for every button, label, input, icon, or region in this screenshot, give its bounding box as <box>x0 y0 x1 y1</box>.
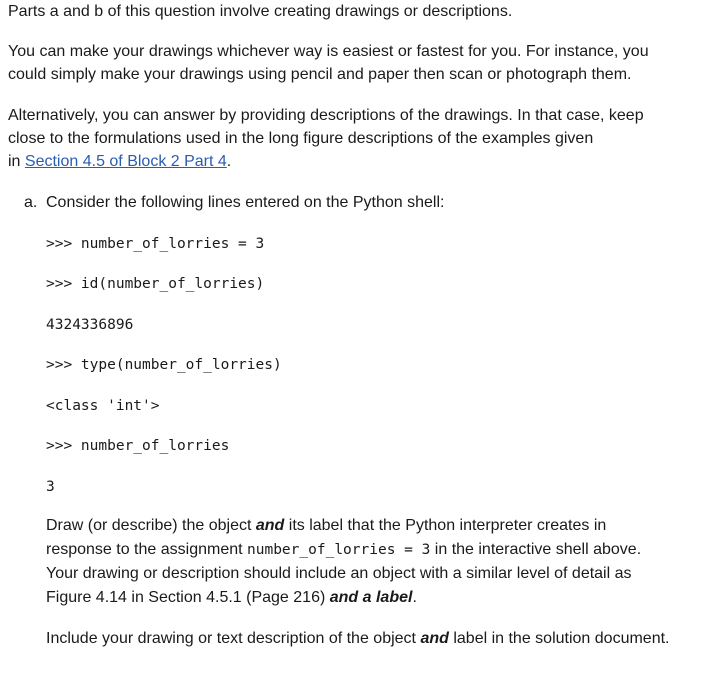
text: its label that the Python interpreter creates in <box>284 517 607 534</box>
text: . <box>412 589 417 606</box>
intro-paragraph-2-line-2 <box>8 63 631 86</box>
intro-paragraph-3-line-3 <box>8 150 231 173</box>
shell-line: >>> number_of_lorries <box>46 438 230 454</box>
intro-paragraph-1 <box>8 0 512 23</box>
text: label in the solution document. <box>448 630 670 647</box>
text: Include your drawing or text description of the object <box>46 630 421 647</box>
shell-line: >>> type(number_of_lorries) <box>46 357 282 373</box>
intro-text: could simply make your drawings using pencil and paper then scan or photograph them. <box>8 66 632 83</box>
intro-paragraph-2-line-1 <box>8 40 649 63</box>
intro-text: Alternatively, you can answer by providing descriptions of the drawings. In that case, keep <box>8 107 644 124</box>
intro-text: in <box>8 153 25 170</box>
shell-output: <class 'int'> <box>46 398 160 414</box>
part-a-lead <box>46 191 444 214</box>
lead-text: Consider the following lines entered on the Python shell: <box>46 194 445 211</box>
text: Figure 4.14 in Section 4.5.1 (Page 216) <box>46 589 330 606</box>
emphasis: and <box>255 517 285 534</box>
intro-text: You can make your drawings whichever way is easiest or fastest for you. For instance, you <box>8 43 649 60</box>
emphasis: and a label <box>329 589 413 606</box>
instruction-line <box>46 562 632 585</box>
instruction-line <box>46 586 417 609</box>
text: Draw (or describe) the object <box>46 517 256 534</box>
list-marker-a: a. <box>24 194 38 211</box>
intro-text: Parts a and b of this question involve creating drawings or descriptions. <box>8 3 513 20</box>
shell-line: >>> number_of_lorries = 3 <box>46 236 265 252</box>
intro-paragraph-3-line-2 <box>8 127 593 150</box>
intro-text: close to the formulations used in the long figure descriptions of the examples given <box>8 130 594 147</box>
emphasis: and <box>420 630 449 647</box>
text: response to the assignment <box>46 541 248 558</box>
instruction-line <box>46 538 641 562</box>
text: Your drawing or description should include an object with a similar level of detail as <box>46 565 632 582</box>
intro-text: . <box>226 153 232 170</box>
include-instruction <box>46 627 669 650</box>
instruction-line <box>46 514 606 537</box>
shell-output: 3 <box>46 479 55 495</box>
section-4-5-link[interactable]: Section 4.5 of Block 2 Part 4 <box>24 153 227 170</box>
text: in the interactive shell above. <box>430 541 642 558</box>
inline-code: number_of_lorries = 3 <box>247 542 431 558</box>
shell-output: 4324336896 <box>46 317 134 333</box>
shell-line: >>> id(number_of_lorries) <box>46 276 265 292</box>
intro-paragraph-3-line-1 <box>8 104 644 127</box>
